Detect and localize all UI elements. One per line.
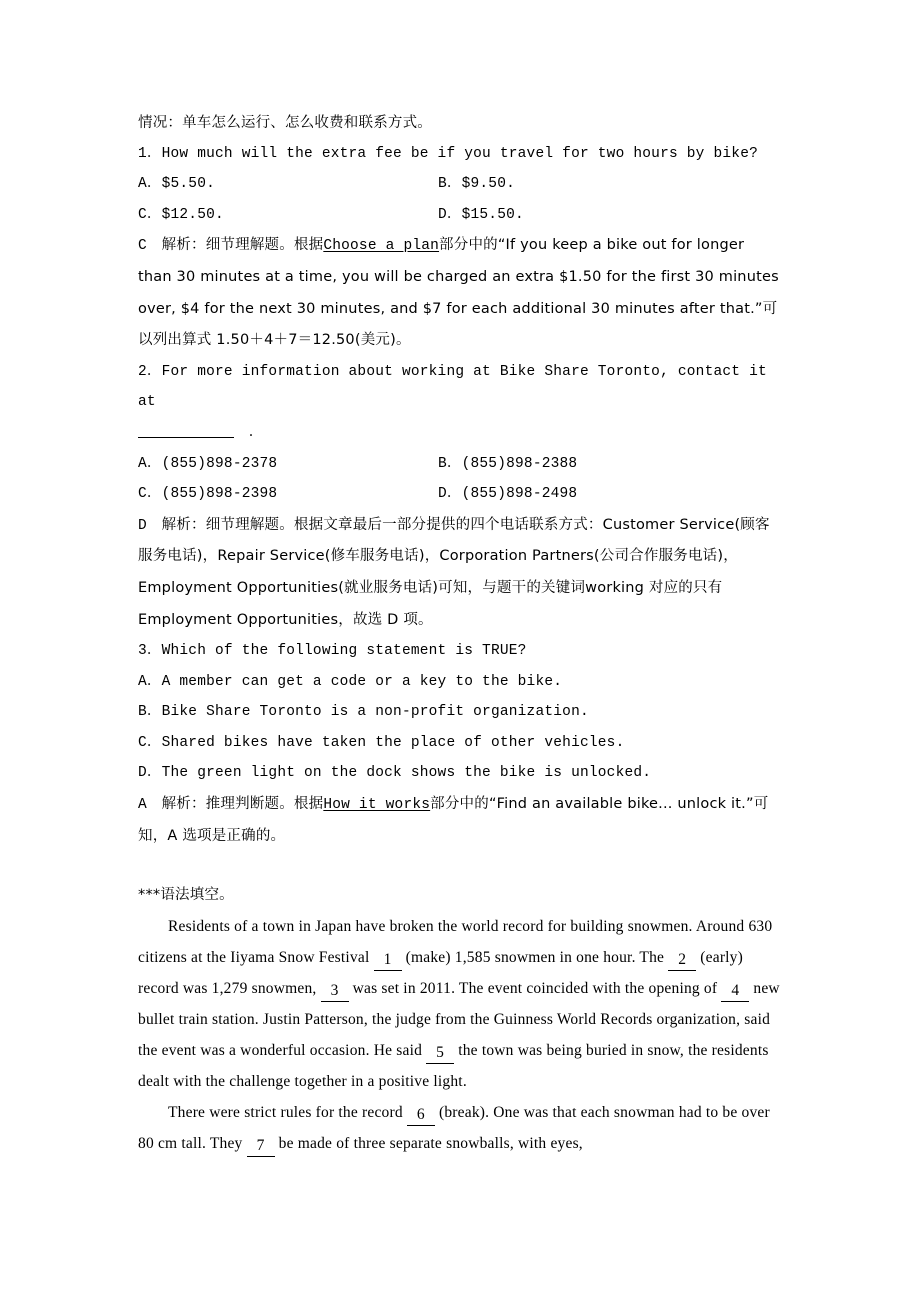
question-2-stem — [138, 357, 780, 418]
question-3-option-c: C．Shared bikes have taken the place of other vehicles. — [138, 734, 625, 751]
cloze-text: was set in 2011. The event coincided with the opening of — [348, 979, 722, 997]
cloze-text: new bullet train station. Justin Patterson, the judge from the Guinness World Records organization, said the event was a wonderful occasion. He said — [138, 979, 784, 1059]
question-1-stem: 1．How much will the extra fee be if you travel for two hours by bike? — [138, 145, 758, 162]
question-2-option-b: B．(855)898-2388 — [438, 455, 578, 472]
cloze-gap-4[interactable]: 4 — [721, 981, 749, 1002]
question-2-stem-text: 2．For more information about working at Bike Share Toronto, contact it at — [138, 363, 776, 411]
cloze-p2-text — [138, 1104, 774, 1152]
question-1-answer: C — [138, 238, 147, 255]
cloze-p1-text — [138, 918, 784, 1090]
question-1-option-b: B．$9.50. — [438, 176, 516, 193]
question-3-stem: 3．Which of the following statement is TRUE? — [138, 643, 527, 660]
question-1-analysis-part-2: 部分中的“If you keep a bike out for longer than 30 minutes at a time, you will be charged an extra $1.50 for the first 30 minutes over, $4 for the next 30 minutes, and $7 for each additional 30 minutes after that.”可以列出算式 1.50＋4＋7＝12.50(美元)。 — [138, 237, 784, 349]
question-1-analysis-part-1: 细节理解题。根据 — [205, 237, 324, 254]
question-1-options-row-2 — [138, 200, 780, 231]
question-3-option-a: A．A member can get a code or a key to the bike. — [138, 673, 563, 690]
cloze-text: (early) record was 1,279 snowmen, — [138, 948, 748, 997]
question-2-analysis — [138, 510, 780, 636]
cloze-text: (break). One was that each snowman had to be over 80 cm tall. They — [138, 1103, 774, 1152]
cloze-gap-6[interactable]: 6 — [407, 1105, 435, 1126]
cloze-gap-2[interactable]: 2 — [668, 950, 696, 971]
question-2-options-row-2 — [138, 479, 780, 510]
cloze-paragraph-2 — [138, 1097, 780, 1159]
intro-line: 情况：单车怎么运行、怎么收费和联系方式。 — [138, 115, 432, 131]
question-1-options-row-1 — [138, 169, 780, 200]
question-1-option-a: A．$5.50. — [138, 176, 216, 193]
cloze-paragraph-1 — [138, 911, 784, 1097]
cloze-gap-7[interactable]: 7 — [247, 1136, 275, 1157]
cloze-text: Residents of a town in Japan have broken the world record for building snowmen. Around 630 citizens at the Iiyama Snow Festival — [138, 917, 777, 966]
question-3-option-d: D．The green light on the dock shows the bike is unlocked. — [138, 765, 652, 782]
question-3-analysis-part-2: 部分中的“Find an available bike... unlock it.”可知，A 选项是正确的。 — [138, 796, 769, 844]
cloze-gap-3[interactable]: 3 — [321, 981, 349, 1002]
section-title: ***语法填空。 — [138, 887, 234, 904]
question-3-analysis — [138, 789, 780, 852]
cloze-text: There were strict rules for the record — [168, 1103, 407, 1121]
answer-blank[interactable] — [138, 422, 234, 438]
question-2-stem-blank-line — [138, 418, 780, 449]
cloze-text: be made of three separate snowballs, with eyes, — [274, 1134, 583, 1152]
question-1-option-c: C．$12.50. — [138, 206, 224, 223]
question-2-option-d: D．(855)898-2498 — [438, 486, 578, 503]
question-1-analysis-keyword: Choose a plan — [323, 238, 440, 255]
question-3-analysis-keyword: How it works — [323, 797, 431, 814]
question-2-answer: D — [138, 517, 147, 534]
cloze-gap-1[interactable]: 1 — [374, 950, 402, 971]
question-2-option-a: A．(855)898-2378 — [138, 455, 278, 472]
question-2-option-c: C．(855)898-2398 — [138, 486, 278, 503]
question-2-analysis-label: 解析： — [161, 516, 206, 533]
question-2-stem-tail: ． — [248, 424, 264, 441]
question-3-analysis-label: 解析： — [161, 796, 206, 813]
section-spacer — [138, 852, 780, 880]
question-2-analysis-text: 细节理解题。根据文章最后一部分提供的四个电话联系方式：Customer Service(顾客服务电话)，Repair Service(修车服务电话)，Corporation Partners(公司合作服务电话)，Employment Opportunities(就业服务电话)可知，与题干的关键词working 对应的只有 Employment Opportunities，故选 D 项。 — [138, 516, 770, 628]
question-1-analysis-label: 解析： — [161, 237, 206, 254]
question-3-answer: A — [138, 797, 147, 814]
question-1-option-d: D．$15.50. — [438, 206, 524, 223]
question-3-option-b: B．Bike Share Toronto is a non-profit organization. — [138, 704, 589, 721]
question-3-analysis-part-1: 推理判断题。根据 — [205, 796, 324, 813]
question-2-options-row-1 — [138, 449, 780, 480]
cloze-gap-5[interactable]: 5 — [426, 1043, 454, 1064]
question-1-analysis — [138, 230, 784, 356]
cloze-text: (make) 1,585 snowmen in one hour. The — [401, 948, 669, 966]
cloze-text: the town was being buried in snow, the residents dealt with the challenge together in a positive light. — [138, 1041, 773, 1090]
